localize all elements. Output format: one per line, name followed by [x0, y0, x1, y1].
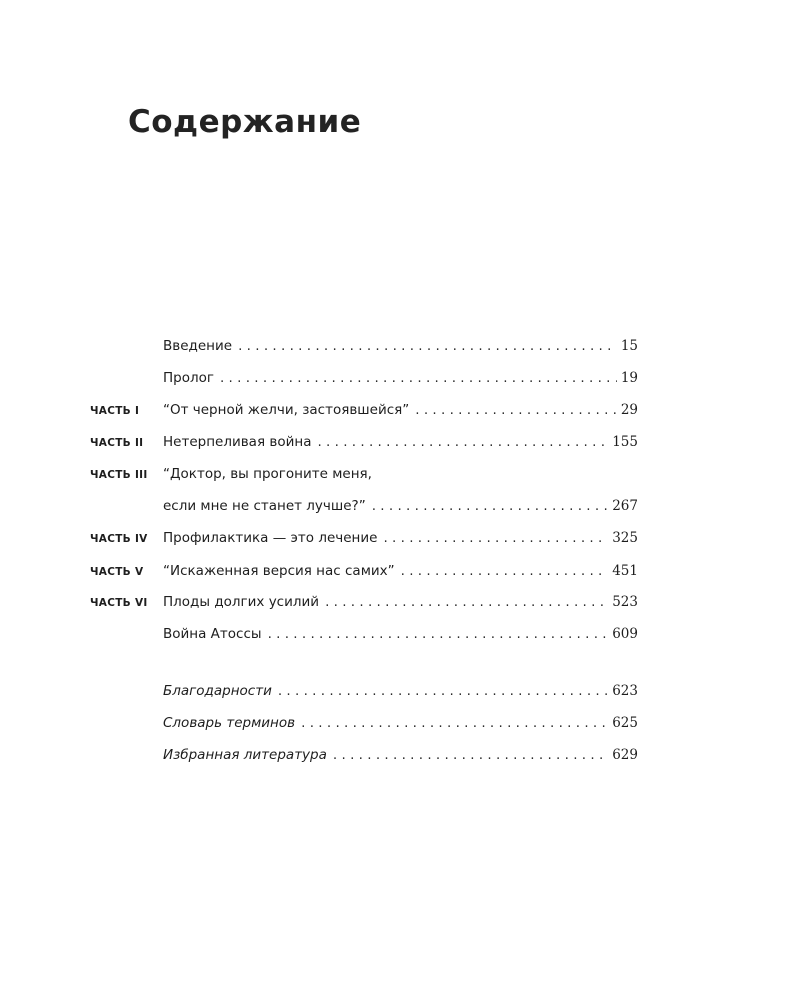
- page-number: 325: [612, 530, 638, 546]
- page-number: 609: [612, 626, 638, 642]
- part-label: ЧАСТЬ IV: [90, 533, 148, 545]
- part-label: ЧАСТЬ II: [90, 437, 144, 449]
- entry-title: “От черной желчи, застоявшейся”: [163, 401, 415, 419]
- page-number: 523: [612, 594, 638, 610]
- entry-title: Война Атоссы: [163, 625, 268, 643]
- toc-entry-part-1[interactable]: [0, 398, 800, 424]
- dot-leader: [268, 625, 609, 643]
- entry-title: Благодарности: [163, 682, 278, 700]
- page-number: 155: [612, 434, 638, 450]
- entry-title: Пролог: [163, 369, 220, 387]
- dot-leader: [325, 593, 608, 611]
- dot-leader: [220, 369, 617, 387]
- dot-leader: [301, 714, 608, 732]
- dot-leader: [383, 529, 608, 547]
- toc-entry-introduction[interactable]: [0, 334, 800, 360]
- page-number: 19: [620, 370, 638, 386]
- toc-entry-atossa-war[interactable]: [0, 622, 800, 648]
- toc-entry-part-5[interactable]: [0, 559, 800, 585]
- toc-entry-prologue[interactable]: [0, 366, 800, 392]
- toc-entry-part-4[interactable]: [0, 526, 800, 552]
- entry-title: “Искаженная версия нас самих”: [163, 562, 401, 580]
- toc-entry-part-2[interactable]: [0, 430, 800, 456]
- dot-leader: [401, 562, 609, 580]
- dot-leader: [278, 682, 608, 700]
- entry-title: Нетерпеливая война: [163, 433, 317, 451]
- toc-entry-part-3-line-2[interactable]: [0, 494, 800, 520]
- dot-leader: [317, 433, 608, 451]
- page-number: 29: [620, 402, 638, 418]
- page-number: 267: [612, 498, 638, 514]
- page-number: 15: [620, 338, 638, 354]
- entry-title: Профилактика — это лечение: [163, 529, 383, 547]
- page-title: Содержание: [128, 104, 362, 140]
- dot-leader: [372, 497, 609, 515]
- page-number: 625: [612, 715, 638, 731]
- entry-title: “Доктор, вы прогоните меня,: [163, 465, 378, 483]
- entry-title: Введение: [163, 337, 238, 355]
- part-label: ЧАСТЬ VI: [90, 597, 148, 609]
- entry-title: Словарь терминов: [163, 714, 301, 732]
- toc-entry-acknowledgements[interactable]: [0, 679, 800, 705]
- part-label: ЧАСТЬ III: [90, 469, 148, 481]
- page-number: 451: [612, 563, 638, 579]
- part-label: ЧАСТЬ V: [90, 566, 144, 578]
- dot-leader: [333, 746, 608, 764]
- entry-title: если мне не станет лучше?”: [163, 497, 372, 515]
- toc-entry-bibliography[interactable]: [0, 743, 800, 769]
- toc-entry-part-3-line-1[interactable]: [0, 462, 800, 488]
- dot-leader: [415, 401, 617, 419]
- part-label: ЧАСТЬ I: [90, 405, 140, 417]
- entry-title: Плоды долгих усилий: [163, 593, 325, 611]
- page-number: 623: [612, 683, 638, 699]
- toc-entry-glossary[interactable]: [0, 711, 800, 737]
- dot-leader: [238, 337, 617, 355]
- toc-entry-part-6[interactable]: [0, 590, 800, 616]
- page-number: 629: [612, 747, 638, 763]
- entry-title: Избранная литература: [163, 746, 333, 764]
